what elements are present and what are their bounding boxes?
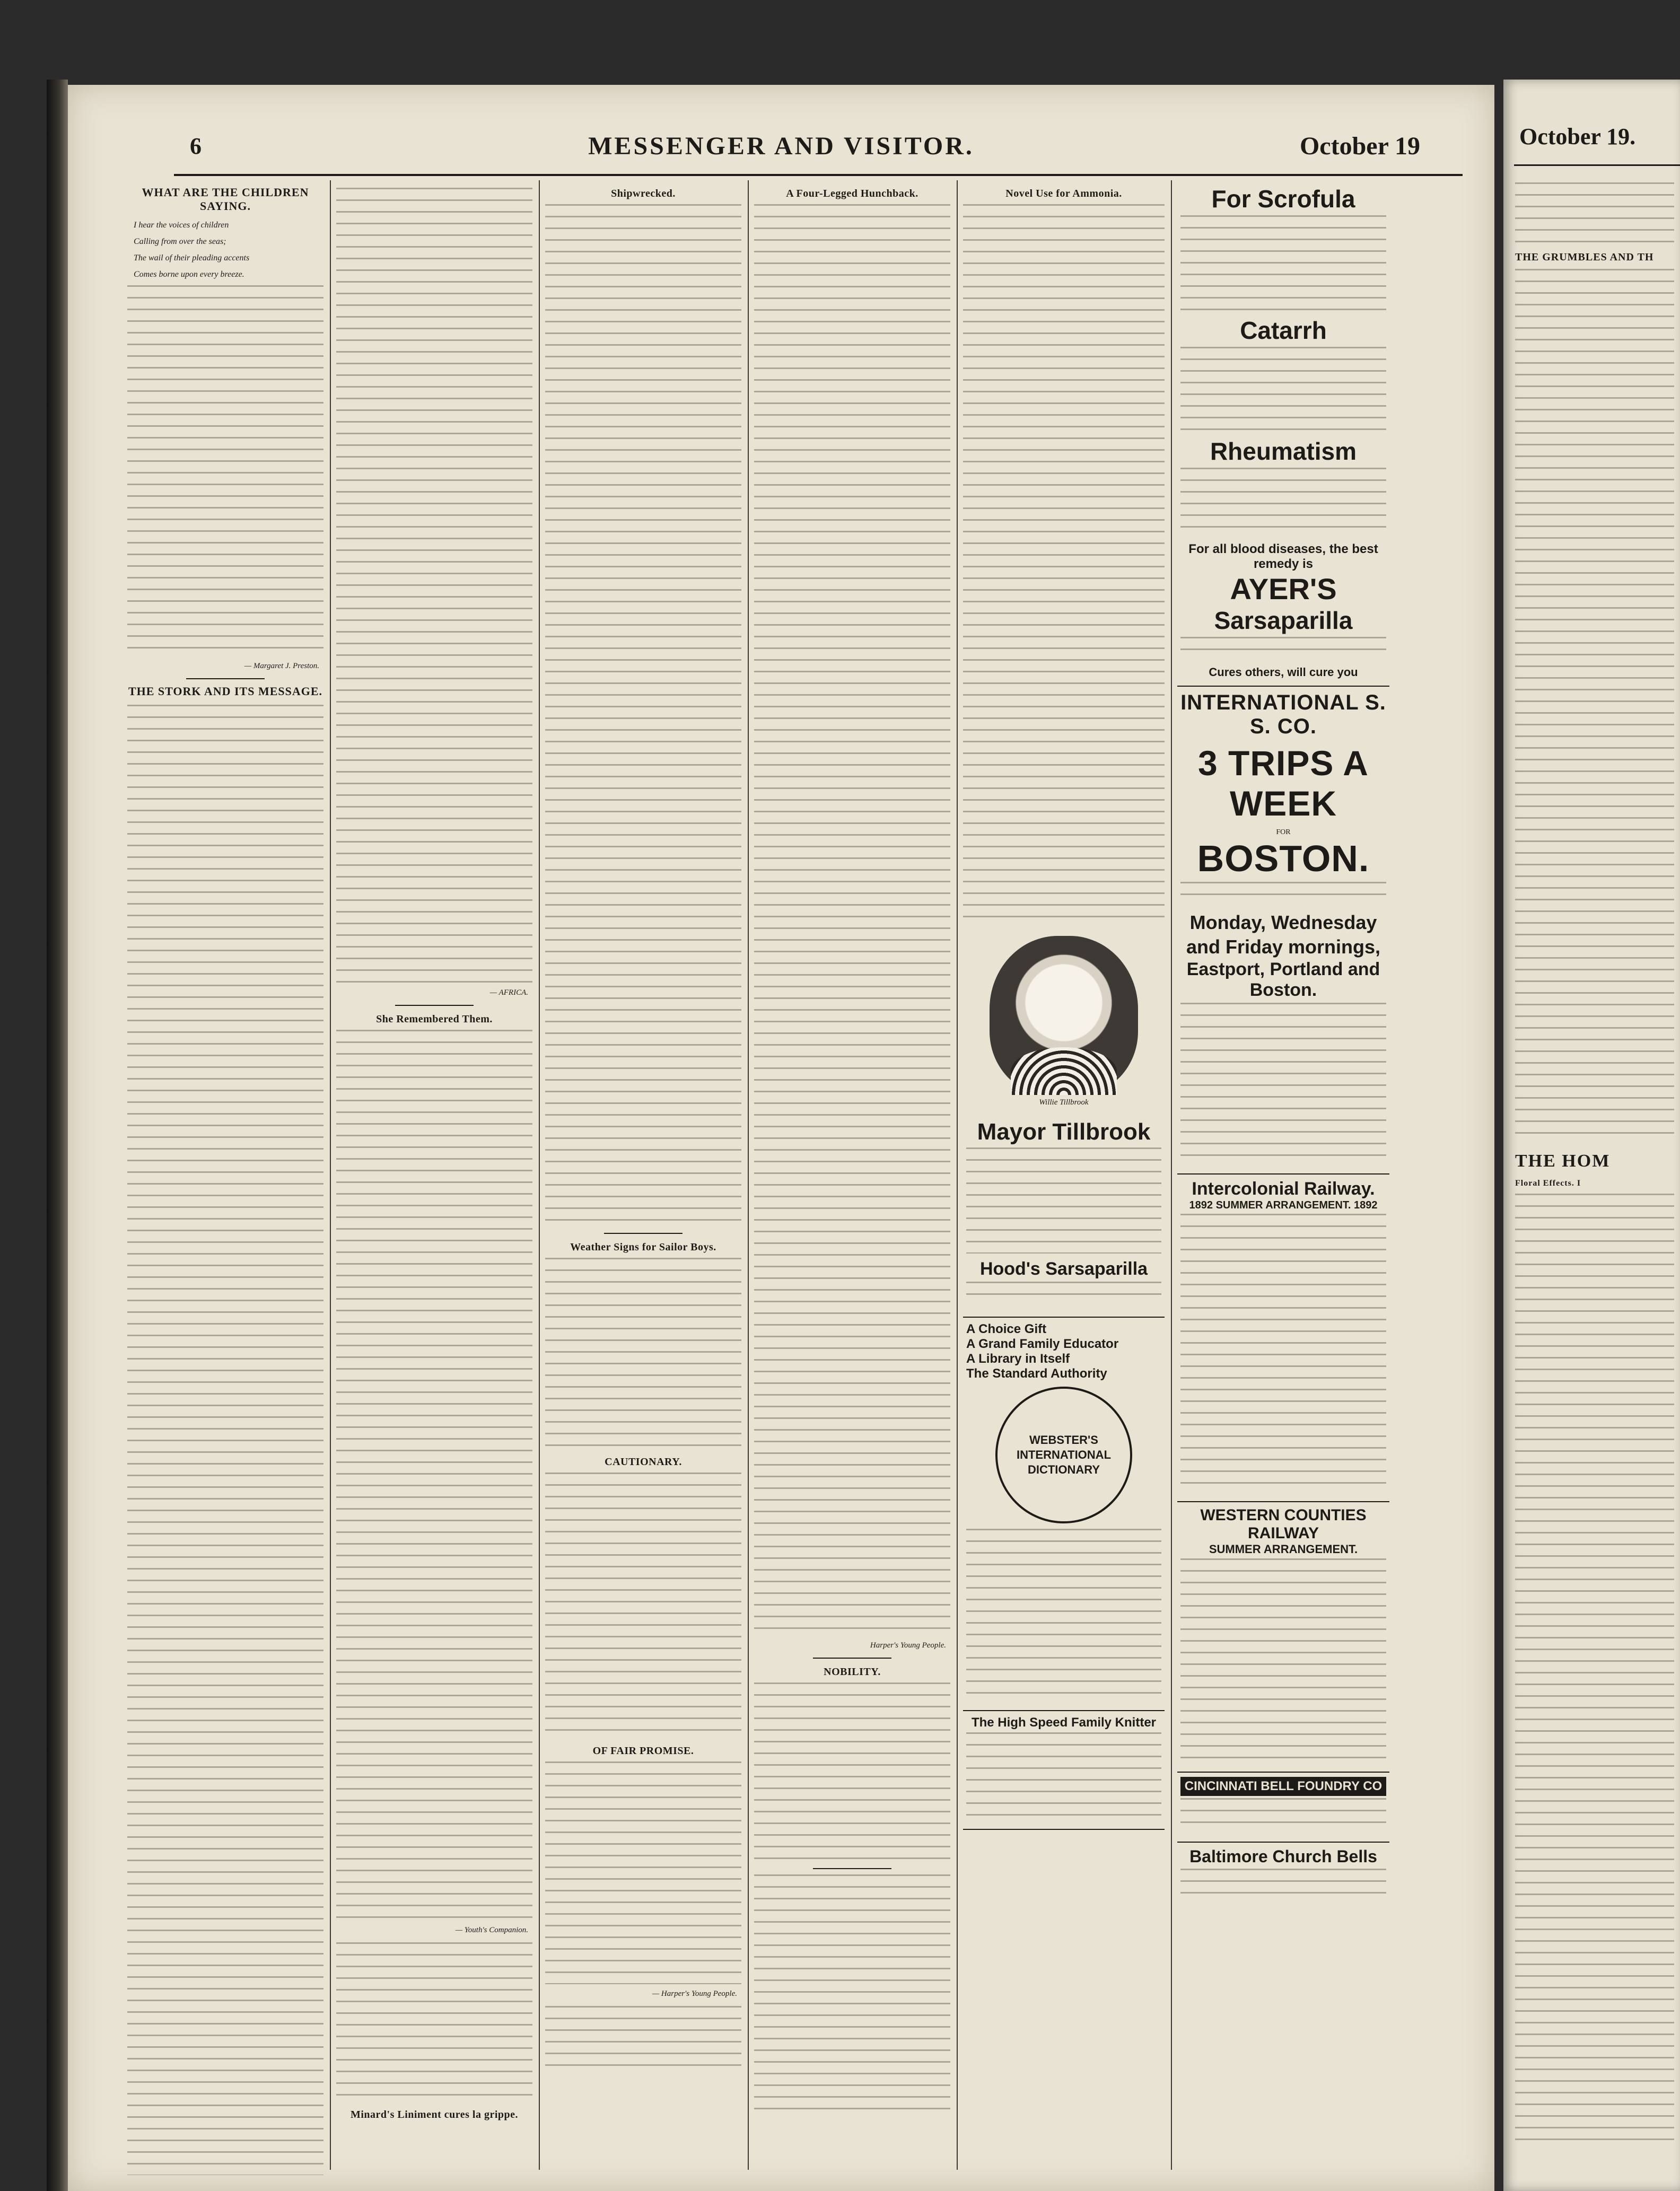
divider xyxy=(186,678,265,679)
text-block xyxy=(1515,182,1674,246)
knitter-heading: The High Speed Family Knitter xyxy=(971,1715,1157,1730)
ad-text-block xyxy=(1180,1003,1386,1162)
page-binding xyxy=(47,80,68,2191)
railway-name: Intercolonial Railway. xyxy=(1192,1179,1375,1199)
destination: BOSTON. xyxy=(1197,838,1370,879)
ad-text-block xyxy=(1180,347,1386,432)
subheading: OF FAIR PROMISE. xyxy=(592,1745,694,1757)
article-text-block xyxy=(754,204,950,1636)
divider xyxy=(813,1658,891,1659)
railway-ad xyxy=(1177,1175,1389,1502)
article-title: Novel Use for Ammonia. xyxy=(1005,188,1122,199)
masthead-rule xyxy=(1514,164,1680,166)
divider xyxy=(813,1868,891,1869)
poem-text-block xyxy=(127,285,323,656)
knitter-ad xyxy=(963,1711,1165,1830)
newspaper-page xyxy=(68,85,1494,2191)
bell-foundry-ad xyxy=(1177,1773,1389,1843)
ad-text-block xyxy=(966,1147,1161,1254)
story-source: — AFRICA. xyxy=(489,988,528,997)
rheumatism-heading: Rheumatism xyxy=(1210,437,1357,465)
route-name: Eastport, Portland and Boston. xyxy=(1186,959,1380,1000)
lace-collar xyxy=(1011,1047,1117,1095)
hoods-ad xyxy=(963,1115,1165,1318)
masthead-rule xyxy=(174,174,1463,176)
western-railway-ad xyxy=(1177,1502,1389,1773)
scrofula-heading: For Scrofula xyxy=(1211,185,1355,213)
column-5 xyxy=(963,180,1165,2175)
ayers-heading: AYER'S xyxy=(1230,572,1337,606)
page-number: 6 xyxy=(190,133,202,159)
hoods-heading: Hood's Sarsaparilla xyxy=(979,1259,1148,1279)
ad-text-block xyxy=(966,1282,1161,1305)
ad-text-block xyxy=(1180,882,1386,905)
facing-page-column xyxy=(1515,180,1674,2153)
subheading: CAUTIONARY. xyxy=(605,1456,682,1468)
church-bells-ad xyxy=(1177,1843,1389,1912)
article-source: — Youth's Companion. xyxy=(455,1926,528,1934)
divider xyxy=(604,1233,682,1234)
sarsaparilla-heading: Sarsaparilla xyxy=(1214,607,1353,634)
column-rule xyxy=(748,180,749,2170)
liniment-notice: Minard's Liniment cures la grippe. xyxy=(350,2109,519,2120)
schedule-heading: 1892 SUMMER ARRANGEMENT. 1892 xyxy=(1189,1199,1378,1211)
ad-text-block xyxy=(966,1529,1161,1698)
poem-title: WHAT ARE THE CHILDREN SAYING. xyxy=(142,186,309,213)
ad-text-block xyxy=(1180,468,1386,537)
company-name: INTERNATIONAL S. S. CO. xyxy=(1180,691,1386,738)
story-text-block xyxy=(336,188,532,983)
column-1 xyxy=(127,180,323,2175)
ad-line: FOR xyxy=(1276,828,1291,836)
ad-line: A Choice Gift xyxy=(966,1322,1047,1336)
article-text-block xyxy=(545,204,741,1228)
article-title: Weather Signs for Sailor Boys. xyxy=(570,1241,716,1253)
column-6-ads xyxy=(1177,180,1389,2175)
column-rule xyxy=(330,180,331,2170)
ad-line: A Library in Itself xyxy=(966,1352,1070,1366)
ad-text-block xyxy=(1180,1869,1386,1900)
poem-line: Calling from over the seas; xyxy=(134,237,226,246)
masthead xyxy=(68,85,1494,164)
poem-author: — Margaret J. Preston. xyxy=(244,662,319,670)
sailing-days: Monday, Wednesday and Friday mornings, xyxy=(1186,912,1381,958)
portrait-caption: Willie Tillbrook xyxy=(1039,1098,1089,1107)
poem-title: NOBILITY. xyxy=(824,1666,881,1678)
trips-heading: 3 TRIPS A WEEK xyxy=(1198,743,1369,823)
schedule-heading: SUMMER ARRANGEMENT. xyxy=(1209,1543,1358,1556)
catarrh-heading: Catarrh xyxy=(1240,317,1327,344)
column-2 xyxy=(336,180,532,2175)
article-text-block xyxy=(963,204,1165,925)
text-block xyxy=(1515,1194,1674,2148)
paper-name: MESSENGER AND VISITOR. xyxy=(588,132,974,160)
timetable-block xyxy=(1180,1214,1386,1489)
column-rule xyxy=(539,180,540,2170)
article-text-block xyxy=(336,1942,532,2101)
article-text-block xyxy=(545,1258,741,1449)
ad-text-block xyxy=(1180,1798,1386,1830)
verse-block xyxy=(545,1761,741,1984)
ad-text-block xyxy=(966,1732,1161,1817)
mayor-heading: Mayor Tillbrook xyxy=(977,1119,1151,1145)
article-title: She Remembered Them. xyxy=(376,1013,493,1025)
poem-line: Comes borne upon every breeze. xyxy=(134,270,244,279)
ad-line: Cures others, will cure you xyxy=(1209,665,1358,679)
steamship-ad xyxy=(1177,687,1389,1175)
ad-text-block xyxy=(1180,215,1386,311)
verse-block xyxy=(545,1473,741,1738)
text-block xyxy=(1515,269,1674,1144)
article-title: A Four-Legged Hunchback. xyxy=(786,188,918,199)
timetable-block xyxy=(1180,1558,1386,1760)
article-text-block xyxy=(336,1030,532,1921)
facing-heading: THE GRUMBLES AND TH xyxy=(1515,251,1654,263)
bells-heading: Baltimore Church Bells xyxy=(1189,1847,1377,1866)
railway-name: WESTERN COUNTIES RAILWAY xyxy=(1200,1506,1367,1542)
article-source: Harper's Young People. xyxy=(870,1641,946,1650)
article-title: Shipwrecked. xyxy=(611,188,676,199)
poem-text-block xyxy=(754,1682,950,1863)
webster-seal: WEBSTER'S INTERNATIONAL DICTIONARY xyxy=(995,1387,1132,1523)
poem-line: I hear the voices of children xyxy=(134,221,229,230)
divider xyxy=(395,1005,474,1006)
article-source: — Harper's Young People. xyxy=(652,1990,737,1998)
column-rule xyxy=(1171,180,1172,2170)
ayers-ad xyxy=(1177,180,1389,687)
ad-line: A Grand Family Educator xyxy=(966,1337,1119,1351)
column-rule xyxy=(957,180,958,2170)
notice-block xyxy=(545,2006,741,2075)
facing-subheading: Floral Effects. I xyxy=(1515,1179,1581,1188)
ad-text-block xyxy=(1180,637,1386,660)
facing-page-edge xyxy=(1503,80,1680,2191)
ad-line: For all blood diseases, the best remedy is xyxy=(1188,542,1378,571)
facing-page-date: October 19. xyxy=(1519,124,1636,150)
story-text-block xyxy=(127,705,323,2175)
boy-portrait xyxy=(990,936,1138,1095)
issue-date: October 19 xyxy=(1299,132,1420,160)
dictionary-ad xyxy=(963,1318,1165,1711)
notice-block xyxy=(754,1874,950,2118)
column-4 xyxy=(754,180,950,2175)
ad-line: The Standard Authority xyxy=(966,1366,1107,1381)
column-3 xyxy=(545,180,741,2175)
poem-line: The wail of their pleading accents xyxy=(134,253,250,262)
facing-heading: THE HOM xyxy=(1515,1151,1611,1171)
story-title: THE STORK AND ITS MESSAGE. xyxy=(128,685,323,698)
foundry-name: CINCINNATI BELL FOUNDRY CO xyxy=(1180,1777,1386,1796)
